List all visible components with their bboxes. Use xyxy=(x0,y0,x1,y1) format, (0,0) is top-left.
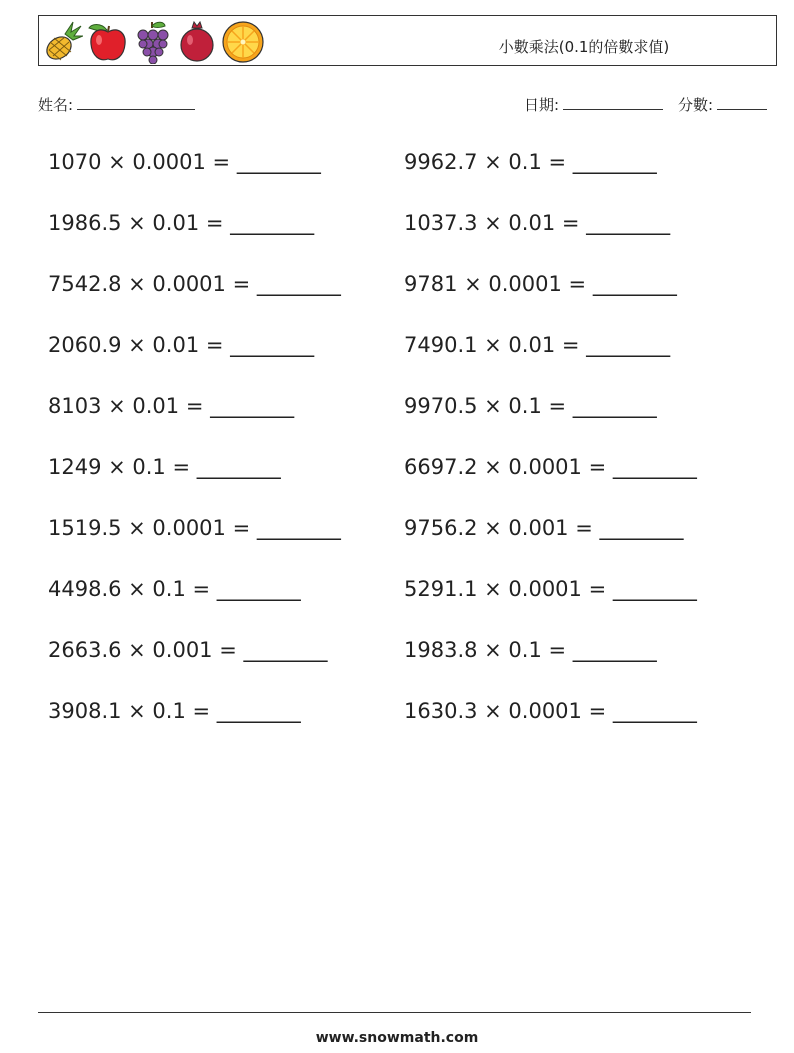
problem-right-4: 7490.1 × 0.01 = ________ xyxy=(404,333,671,357)
problem-left-5: 8103 × 0.01 = ________ xyxy=(48,394,295,418)
problem-right-3: 9781 × 0.0001 = ________ xyxy=(404,272,677,296)
problem-left-6: 1249 × 0.1 = ________ xyxy=(48,455,281,479)
score-label: 分數: xyxy=(678,96,714,114)
problem-right-7: 9756.2 × 0.001 = ________ xyxy=(404,516,684,540)
problem-right-8: 5291.1 × 0.0001 = ________ xyxy=(404,577,697,601)
problem-right-9: 1983.8 × 0.1 = ________ xyxy=(404,638,657,662)
problem-right-2: 1037.3 × 0.01 = ________ xyxy=(404,211,671,235)
worksheet-header xyxy=(38,15,777,66)
problem-right-1: 9962.7 × 0.1 = ________ xyxy=(404,150,657,174)
name-field xyxy=(38,93,195,115)
date-line xyxy=(563,93,663,110)
score-line xyxy=(717,93,767,110)
problem-left-3: 7542.8 × 0.0001 = ________ xyxy=(48,272,341,296)
grapes-icon xyxy=(135,20,171,64)
problem-left-7: 1519.5 × 0.0001 = ________ xyxy=(48,516,341,540)
problem-left-9: 2663.6 × 0.001 = ________ xyxy=(48,638,328,662)
footer-website[interactable]: www.snowmath.com xyxy=(315,1030,479,1046)
problem-left-1: 1070 × 0.0001 = ________ xyxy=(48,150,321,174)
apple-icon xyxy=(87,20,129,64)
footer-divider xyxy=(38,1012,751,1013)
worksheet-title: 小數乘法(0.1的倍數求值) xyxy=(498,38,670,56)
score-field xyxy=(678,93,767,115)
name-label: 姓名: xyxy=(38,96,74,114)
problem-left-8: 4498.6 × 0.1 = ________ xyxy=(48,577,301,601)
problem-left-2: 1986.5 × 0.01 = ________ xyxy=(48,211,315,235)
problem-left-10: 3908.1 × 0.1 = ________ xyxy=(48,699,301,723)
problem-right-6: 6697.2 × 0.0001 = ________ xyxy=(404,455,697,479)
problem-right-10: 1630.3 × 0.0001 = ________ xyxy=(404,699,697,723)
problem-left-4: 2060.9 × 0.01 = ________ xyxy=(48,333,315,357)
pomegranate-icon xyxy=(177,20,217,64)
pineapple-icon xyxy=(43,20,83,62)
problem-right-5: 9970.5 × 0.1 = ________ xyxy=(404,394,657,418)
orange-slice-icon xyxy=(221,20,265,64)
date-field xyxy=(524,93,663,115)
name-line xyxy=(77,93,195,110)
date-label: 日期: xyxy=(524,96,560,114)
